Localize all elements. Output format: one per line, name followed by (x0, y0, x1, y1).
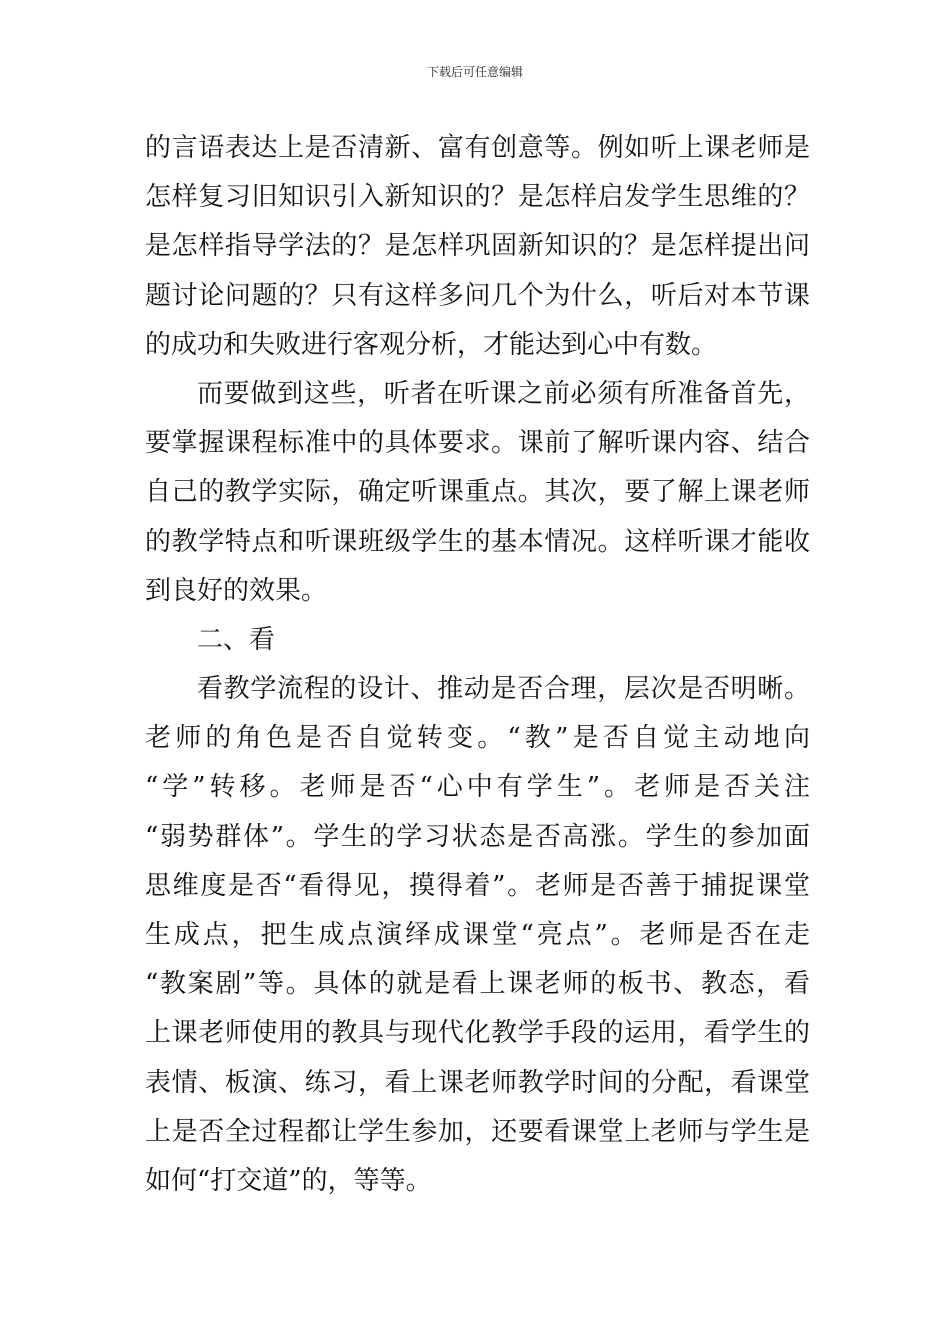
text-line: 怎样复习旧知识引入新知识的？是怎样启发学生思维的？ (145, 182, 810, 213)
text-line: 自己的教学实际，确定听课重点。其次，要了解上课老师 (145, 477, 810, 508)
text-line: 的言语表达上是否清新、富有创意等。例如听上课老师是 (145, 133, 810, 163)
text-line: 的成功和失败进行客观分析，才能达到心中有数。 (145, 329, 718, 360)
text-line: “学”转移。老师是否“心中有学生”。老师是否关注 (145, 772, 810, 803)
text-line: 表情、板演、练习，看上课老师教学时间的分配，看课堂 (145, 1067, 810, 1098)
text-line: 是怎样指导学法的？是怎样巩固新知识的？是怎样提出问 (145, 231, 810, 262)
text-line: 题讨论问题的？只有这样多问几个为什么，听后对本节课 (145, 280, 810, 311)
text-line: 看教学流程的设计、推动是否合理，层次是否明晰。 (197, 674, 810, 705)
text-line: 生成点，把生成点演绎成课堂“亮点”。老师是否在走 (145, 920, 810, 950)
document-body (145, 124, 810, 1206)
heading-line: 二、看 (197, 624, 276, 655)
text-line: 如何“打交道”的，等等。 (145, 1165, 432, 1196)
text-line: 老师的角色是否自觉转变。“教”是否自觉主动地向 (145, 723, 810, 754)
text-line: 到良好的效果。 (145, 575, 328, 606)
page-header: 下载后可任意编辑 (426, 65, 523, 79)
text-line: 思维度是否“看得见，摸得着”。老师是否善于捕捉课堂 (145, 870, 810, 901)
text-line: “弱势群体”。学生的学习状态是否高涨。学生的参加面 (145, 821, 810, 852)
paragraph-3 (145, 665, 810, 1206)
section-heading (145, 616, 810, 665)
text-line: 上课老师使用的教具与现代化教学手段的运用，看学生的 (145, 1018, 810, 1049)
text-line: 的教学特点和听课班级学生的基本情况。这样听课才能收 (145, 526, 810, 557)
text-line: 而要做到这些，听者在听课之前必须有所准备首先， (197, 378, 810, 409)
paragraph-2 (145, 370, 810, 616)
text-line: 要掌握课程标准中的具体要求。课前了解听课内容、结合 (145, 428, 810, 459)
text-line: 上是否全过程都让学生参加，还要看课堂上老师与学生是 (145, 1116, 810, 1147)
text-line: “教案剧”等。具体的就是看上课老师的板书、教态，看 (145, 969, 810, 1000)
paragraph-1 (145, 124, 810, 370)
